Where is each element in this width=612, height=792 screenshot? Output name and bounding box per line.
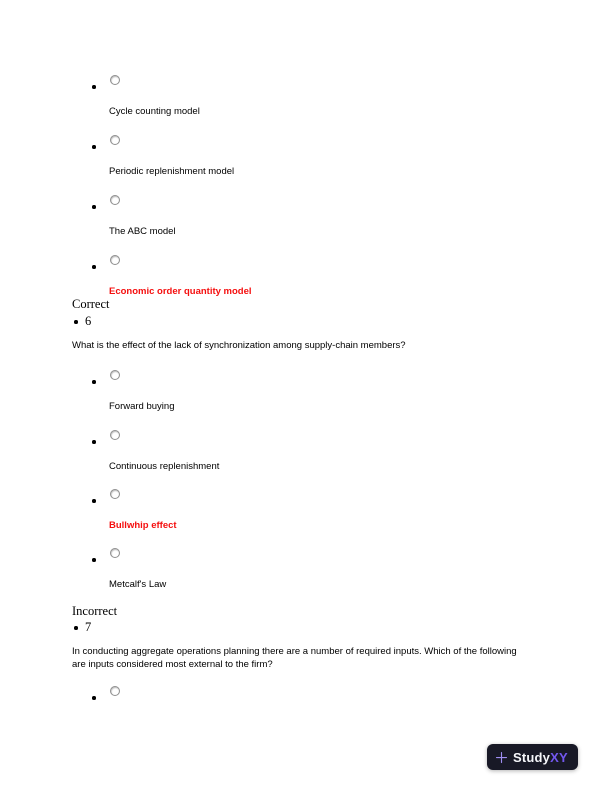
list-bullet xyxy=(92,85,96,89)
radio-button[interactable] xyxy=(110,370,120,380)
list-bullet xyxy=(74,320,78,324)
question-text: What is the effect of the lack of synchronization among supply-chain members? xyxy=(72,340,406,351)
answer-option xyxy=(92,135,512,187)
verdict-correct: Correct xyxy=(72,297,110,311)
list-bullet xyxy=(92,440,96,444)
logo-text-xy: XY xyxy=(550,749,568,765)
correct-answer-label[interactable]: Bullwhip effect xyxy=(109,520,177,531)
radio-button[interactable] xyxy=(110,195,120,205)
list-bullet xyxy=(92,558,96,562)
list-bullet xyxy=(92,265,96,269)
list-bullet xyxy=(92,205,96,209)
answer-option xyxy=(92,430,512,482)
option-label[interactable]: The ABC model xyxy=(109,226,176,237)
option-label[interactable]: Periodic replenishment model xyxy=(109,166,235,177)
option-label[interactable]: Metcalf's Law xyxy=(109,579,167,590)
answer-option xyxy=(92,686,512,738)
list-bullet xyxy=(92,696,96,700)
question-text: In conducting aggregate operations planning there are a number of required inputs. Which of the following are inputs considered most external to the firm? xyxy=(72,646,517,670)
verdict-incorrect: Incorrect xyxy=(72,604,118,618)
list-bullet xyxy=(74,626,78,630)
option-label[interactable]: Forward buying xyxy=(109,401,175,412)
answer-option xyxy=(92,548,512,600)
radio-button[interactable] xyxy=(110,255,120,265)
list-bullet xyxy=(92,499,96,503)
answer-option xyxy=(92,75,512,127)
answer-option xyxy=(92,370,512,422)
option-label[interactable]: Cycle counting model xyxy=(109,106,200,117)
studyxy-logo[interactable] xyxy=(487,744,578,770)
radio-button[interactable] xyxy=(110,75,120,85)
question-number: 6 xyxy=(85,314,92,328)
answer-option xyxy=(92,195,512,247)
answer-option xyxy=(92,255,512,307)
list-bullet xyxy=(92,380,96,384)
plus-icon xyxy=(494,750,509,765)
radio-button[interactable] xyxy=(110,489,120,499)
question-number: 7 xyxy=(85,620,92,634)
radio-button[interactable] xyxy=(110,686,120,696)
radio-button[interactable] xyxy=(110,135,120,145)
list-bullet xyxy=(92,145,96,149)
logo-text-study: Study xyxy=(513,749,551,765)
option-label[interactable]: Continuous replenishment xyxy=(109,461,220,472)
radio-button[interactable] xyxy=(110,430,120,440)
correct-answer-label[interactable]: Economic order quantity model xyxy=(109,286,252,297)
radio-button[interactable] xyxy=(110,548,120,558)
answer-option xyxy=(92,489,512,541)
